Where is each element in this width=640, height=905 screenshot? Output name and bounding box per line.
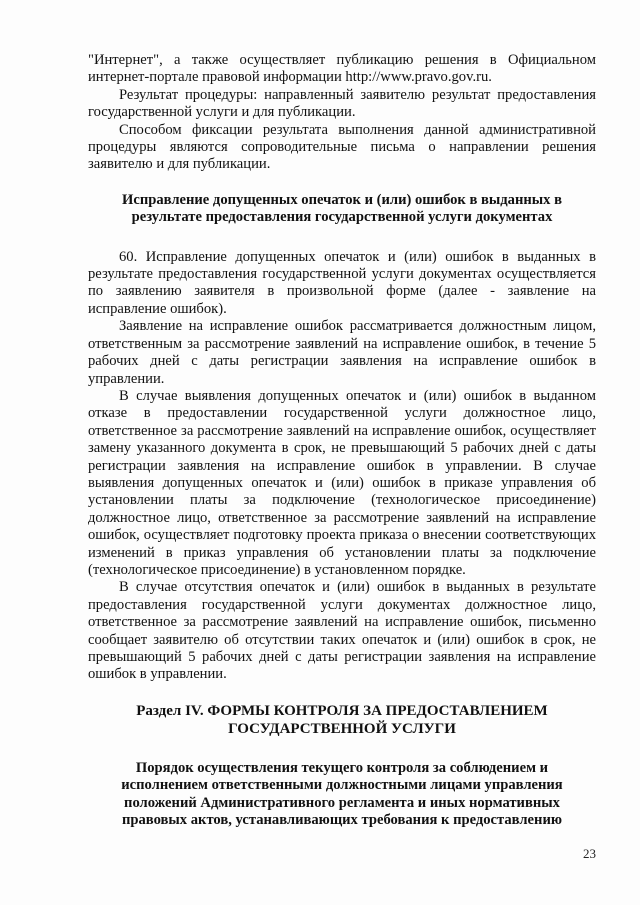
paragraph-errors-detected: В случае выявления допущенных опечаток и (или) ошибок в выданном отказе в предоставлении государственной услуги должностное лицо, ответственное за рассмотрение заявлений на исправление ошибок, осуществляет замену указанного документа в срок, не превышающий 5 рабочих дней с даты регистрации заявления на исправление ошибок в управлении. В случае выявления допущенных опечаток и (или) ошибок в приказе управления об установлении платы за подключение (технологическое присоединение) должностное лицо, ответственное за рассмотрение заявлений на исправление ошибок, осуществляет подготовку проекта приказа о внесении соответствующих изменений в приказ управления об установлении платы за подключение (технологическое присоединение) в установленном порядке. [88, 387, 596, 578]
paragraph-fixation-method: Способом фиксации результата выполнения данной административной процедуры являются сопроводительные письма о направлении решения заявителю и для публикации. [88, 121, 596, 173]
paragraph-procedure-result: Результат процедуры: направленный заявителю результат предоставления государственной услуги и для публикации. [88, 86, 596, 121]
section-title-line-2: ГОСУДАРСТВЕННОЙ УСЛУГИ [228, 720, 456, 737]
section-title-line-1: Раздел IV. ФОРМЫ КОНТРОЛЯ ЗА ПРЕДОСТАВЛЕНИЕМ [136, 702, 548, 719]
heading-current-control: Порядок осуществления текущего контроля за соблюдением и исполнением ответственными должностными лицами управления положений Административного регламента и иных нормативных правовых актов, устанавливающих требования к предоставлению [121, 759, 563, 829]
page-number: 23 [583, 846, 596, 861]
paragraph-item-60: 60. Исправление допущенных опечаток и (или) ошибок в выданных в результате предоставления государственной услуги документах осуществляется по заявлению заявителя в произвольной форме (далее - заявление на исправление ошибок). [88, 248, 596, 317]
section-title [88, 702, 596, 738]
paragraph-application-review: Заявление на исправление ошибок рассматривается должностным лицом, ответственным за рассмотрение заявлений на исправление ошибок, в течение 5 рабочих дней с даты регистрации заявления на исправление ошибок в управлении. [88, 318, 596, 387]
paragraph-publication: "Интернет", а также осуществляет публикацию решения в Официальном интернет-портале правовой информации http://www.pravo.gov.ru. [88, 52, 596, 86]
heading-error-correction: Исправление допущенных опечаток и (или) ошибок в выданных в результате предоставления государственной услуги документах [121, 191, 563, 226]
paragraph-no-errors: В случае отсутствия опечаток и (или) ошибок в выданных в результате предоставления государственной услуги документах должностное лицо, ответственное за рассмотрение заявлений на исправление ошибок, письменно сообщает заявителю об отсутствии таких опечаток и (или) ошибок в срок, не превышающий 5 рабочих дней с даты регистрации заявления на исправление ошибок в управлении. [88, 579, 596, 683]
